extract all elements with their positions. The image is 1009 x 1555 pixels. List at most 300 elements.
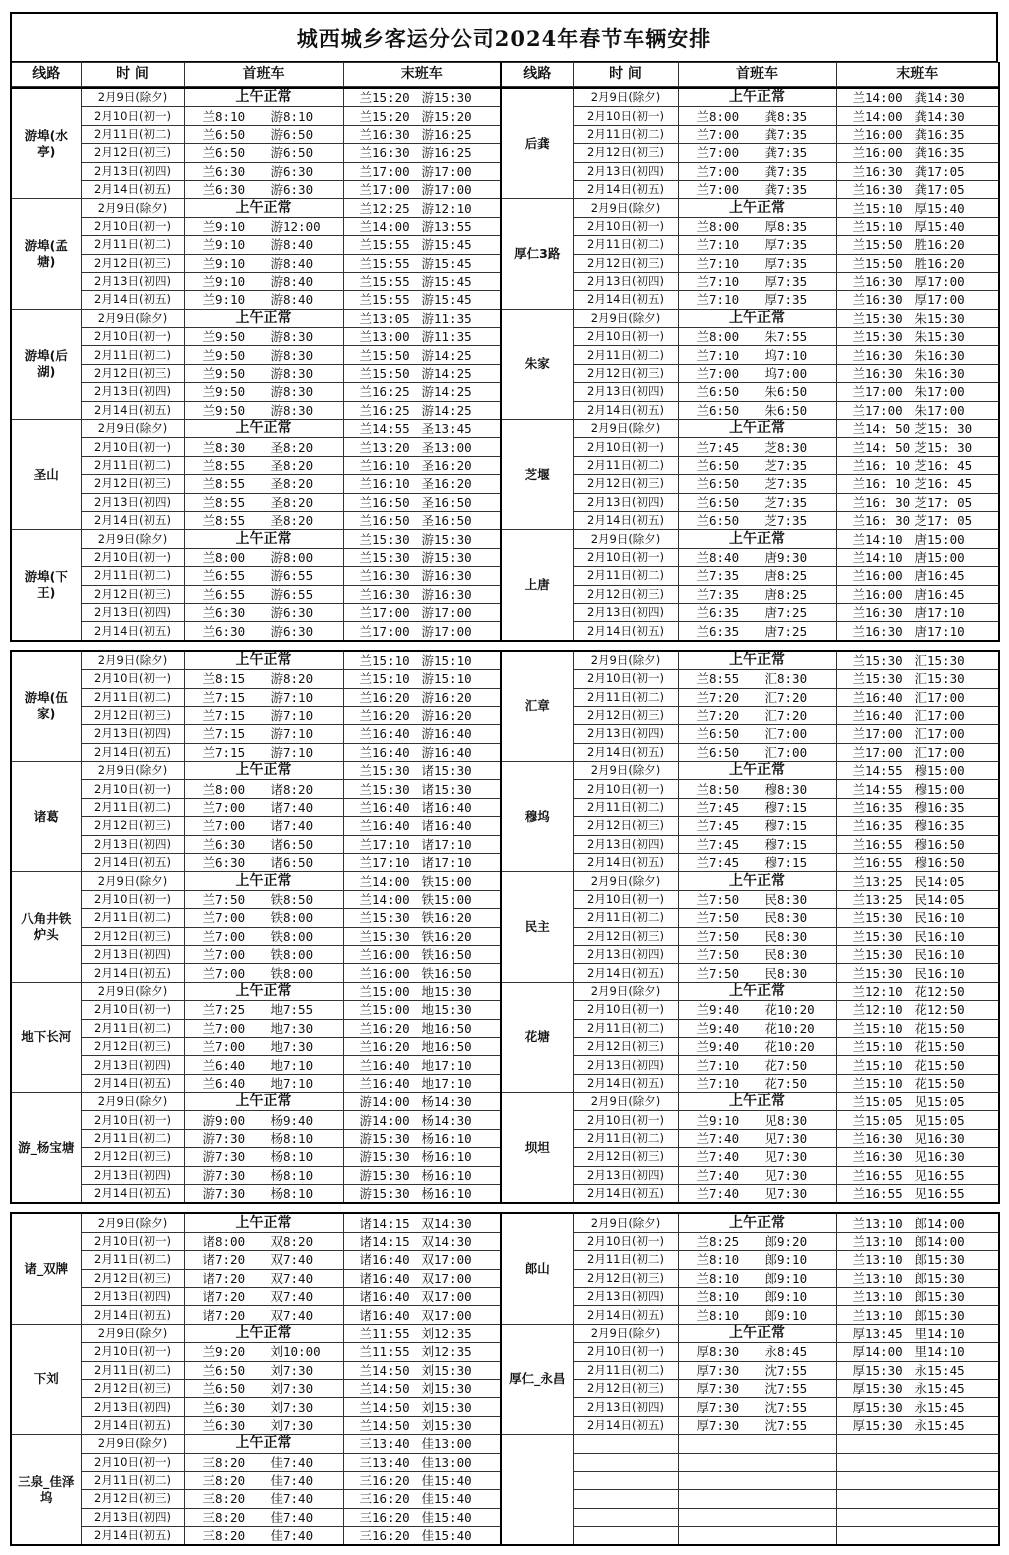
empty-cell: [836, 1490, 999, 1508]
last-bus-times: [836, 964, 999, 982]
first-bus-times: [678, 1185, 836, 1204]
date-cell: 2月9日(除夕): [573, 199, 678, 217]
empty-cell: [836, 1471, 999, 1489]
time-origin: 兰15:30: [852, 329, 903, 345]
date-cell: 2月14日(初五): [573, 743, 678, 761]
first-bus-times: [184, 670, 343, 688]
time-dest: 游17:00: [421, 182, 472, 198]
date-cell: 2月10日(初一): [81, 1232, 184, 1250]
last-bus-times: [343, 1453, 501, 1471]
time-dest: 厚7:35: [764, 292, 808, 308]
date-cell: 2月13日(初四): [81, 162, 184, 180]
date-cell: 2月13日(初四): [573, 1398, 678, 1416]
last-bus-times: [343, 567, 501, 585]
date-cell: 2月10日(初一): [573, 438, 678, 456]
date-cell: 2月13日(初四): [81, 493, 184, 511]
empty-cell: [573, 1453, 678, 1471]
first-bus-times: [678, 1306, 836, 1324]
time-origin: 兰15:50: [852, 255, 903, 271]
header-last-left: 末班车: [343, 63, 501, 87]
first-bus-normal: 上午正常: [678, 88, 836, 107]
date-cell: 2月12日(初三): [573, 927, 678, 945]
route-name: 民主: [501, 872, 573, 982]
time-dest: 游16:25: [421, 145, 472, 161]
last-bus-times: [836, 1269, 999, 1287]
date-cell: 2月9日(除夕): [81, 651, 184, 670]
date-cell: 2月10日(初一): [573, 107, 678, 125]
first-bus-normal: 上午正常: [184, 1093, 343, 1111]
first-bus-times: [184, 162, 343, 180]
empty-cell: [573, 1471, 678, 1489]
first-bus-times: [184, 706, 343, 724]
last-bus-times: [836, 1324, 999, 1342]
first-bus-times: [184, 1508, 343, 1526]
date-cell: 2月13日(初四): [573, 272, 678, 290]
last-bus-times: [343, 1379, 501, 1397]
time-dest: 朱17:00: [914, 402, 965, 418]
date-cell: 2月9日(除夕): [573, 1093, 678, 1111]
time-dest: 汇7:00: [764, 726, 808, 742]
last-bus-times: [343, 548, 501, 566]
first-bus-times: [184, 603, 343, 621]
time-origin: 兰7:00: [202, 1020, 246, 1036]
date-cell: 2月11日(初二): [81, 1471, 184, 1489]
first-bus-times: [184, 1185, 343, 1204]
time-origin: 兰9:10: [202, 255, 246, 271]
time-origin: 兰7:10: [696, 255, 740, 271]
time-dest: 游6:50: [270, 145, 314, 161]
date-cell: 2月13日(初四): [81, 835, 184, 853]
date-cell: 2月10日(初一): [573, 1232, 678, 1250]
last-bus-times: [836, 927, 999, 945]
time-dest: 厚7:35: [764, 274, 808, 290]
date-cell: 2月9日(除夕): [81, 1213, 184, 1232]
date-cell: 2月10日(初一): [81, 438, 184, 456]
time-origin: 厚15:30: [852, 1399, 903, 1415]
time-origin: 兰15:05: [852, 1094, 903, 1110]
last-bus-times: [343, 1527, 501, 1546]
time-dest: 朱15:30: [914, 329, 965, 345]
last-bus-times: [836, 236, 999, 254]
date-cell: 2月14日(初五): [573, 511, 678, 529]
last-bus-times: [343, 236, 501, 254]
route-name: 游埠(伍家): [11, 651, 81, 762]
time-origin: 兰7:00: [696, 366, 740, 382]
time-origin: 兰16:10: [359, 476, 410, 492]
date-cell: 2月11日(初二): [81, 688, 184, 706]
first-bus-times: [678, 585, 836, 603]
date-cell: 2月14日(初五): [573, 401, 678, 419]
time-origin: 三16:20: [359, 1473, 410, 1489]
time-dest: 芝7:35: [764, 458, 808, 473]
time-origin: 兰15:55: [359, 237, 410, 253]
time-origin: 兰6:40: [202, 1057, 246, 1073]
date-cell: 2月13日(初四): [81, 383, 184, 401]
time-origin: 兰15:10: [359, 652, 410, 668]
time-origin: 兰14:55: [359, 421, 410, 437]
date-cell: 2月9日(除夕): [81, 1435, 184, 1453]
time-origin: 兰7:15: [202, 726, 246, 742]
time-origin: 游15:30: [359, 1167, 410, 1183]
time-origin: 兰16:55: [852, 855, 903, 871]
first-bus-normal: 上午正常: [184, 88, 343, 107]
time-dest: 唐17:10: [914, 605, 965, 621]
time-dest: 刘15:30: [421, 1399, 472, 1415]
table-row: [11, 199, 999, 217]
time-dest: 刘7:30: [270, 1417, 314, 1433]
time-dest: 地16:50: [421, 1039, 472, 1055]
last-bus-times: [343, 1306, 501, 1324]
table-row: [11, 88, 999, 107]
first-bus-times: [678, 493, 836, 511]
last-bus-times: [343, 1111, 501, 1129]
time-dest: 永15:45: [914, 1381, 965, 1397]
time-dest: 芝7:35: [764, 476, 808, 492]
time-dest: 地7:10: [270, 1057, 314, 1073]
schedule-block-1: [10, 87, 1000, 642]
time-origin: 兰9:10: [202, 292, 246, 308]
time-dest: 见7:30: [764, 1186, 808, 1202]
time-dest: 刘15:30: [421, 1417, 472, 1433]
first-bus-times: [184, 291, 343, 309]
time-origin: 兰16: 30: [852, 513, 911, 529]
date-cell: 2月13日(初四): [81, 1288, 184, 1306]
time-origin: 兰6:30: [202, 605, 246, 621]
time-origin: 厚15:30: [852, 1417, 903, 1433]
time-origin: 兰7:00: [202, 910, 246, 926]
first-bus-times: [678, 945, 836, 963]
last-bus-times: [836, 890, 999, 908]
first-bus-times: [678, 1269, 836, 1287]
time-origin: 三16:20: [359, 1491, 410, 1507]
last-bus-times: [343, 964, 501, 982]
time-origin: 兰17:00: [359, 605, 410, 621]
time-origin: 兰7:15: [202, 689, 246, 705]
date-cell: 2月11日(初二): [573, 1251, 678, 1269]
time-dest: 游14:25: [421, 402, 472, 418]
first-bus-times: [184, 1056, 343, 1074]
empty-cell: [836, 1435, 999, 1453]
time-origin: 兰16:30: [359, 586, 410, 602]
first-bus-times: [678, 1129, 836, 1147]
date-cell: 2月11日(初二): [81, 456, 184, 474]
time-dest: 芝17: 05: [914, 494, 973, 510]
first-bus-times: [184, 1111, 343, 1129]
first-bus-times: [184, 964, 343, 982]
last-bus-times: [836, 1019, 999, 1037]
first-bus-times: [678, 438, 836, 456]
time-dest: 花7:50: [764, 1057, 808, 1073]
time-dest: 圣8:20: [270, 513, 314, 529]
first-bus-times: [678, 328, 836, 346]
time-dest: 双14:30: [421, 1215, 472, 1231]
time-dest: 铁16:20: [421, 910, 472, 926]
first-bus-times: [184, 1074, 343, 1092]
first-bus-times: [678, 780, 836, 798]
last-bus-times: [343, 743, 501, 761]
time-dest: 龚7:35: [764, 145, 808, 161]
time-dest: 民8:30: [764, 965, 808, 981]
first-bus-times: [678, 180, 836, 198]
route-name: 下刘: [11, 1324, 81, 1434]
date-cell: 2月13日(初四): [81, 1508, 184, 1526]
time-origin: 兰7:40: [696, 1186, 740, 1202]
first-bus-times: [184, 725, 343, 743]
date-cell: 2月13日(初四): [573, 1056, 678, 1074]
last-bus-times: [836, 511, 999, 529]
first-bus-times: [184, 890, 343, 908]
empty-cell: [836, 1508, 999, 1526]
time-origin: 兰16:20: [359, 689, 410, 705]
time-origin: 诸16:40: [359, 1307, 410, 1323]
time-dest: 佳7:40: [270, 1473, 314, 1489]
date-cell: 2月11日(初二): [573, 1129, 678, 1147]
first-bus-times: [678, 217, 836, 235]
time-dest: 郎14:00: [914, 1215, 965, 1231]
first-bus-normal: 上午正常: [184, 1324, 343, 1342]
last-bus-times: [343, 383, 501, 401]
time-origin: 兰16:20: [359, 1039, 410, 1055]
block-gap: [10, 1204, 998, 1212]
time-origin: 兰15:10: [852, 1075, 903, 1091]
time-dest: 游16:20: [421, 708, 472, 724]
time-origin: 兰8:10: [696, 1252, 740, 1268]
last-bus-times: [343, 125, 501, 143]
last-bus-times: [836, 1129, 999, 1147]
header-route-left: 线路: [11, 63, 81, 87]
time-origin: 兰14:55: [852, 763, 903, 779]
table-row: [11, 420, 999, 438]
time-origin: 兰6:50: [202, 145, 246, 161]
time-dest: 双7:40: [270, 1307, 314, 1323]
first-bus-times: [184, 1251, 343, 1269]
time-dest: 诸17:10: [421, 855, 472, 871]
time-dest: 游15:10: [421, 671, 472, 687]
first-bus-times: [678, 1111, 836, 1129]
time-origin: 兰6:50: [696, 384, 740, 400]
time-origin: 兰15:30: [852, 671, 903, 687]
time-origin: 兰6:50: [202, 1381, 246, 1397]
time-origin: 兰14:50: [359, 1417, 410, 1433]
time-origin: 兰15:30: [852, 965, 903, 981]
date-cell: 2月13日(初四): [81, 945, 184, 963]
date-cell: 2月12日(初三): [81, 475, 184, 493]
first-bus-times: [184, 254, 343, 272]
last-bus-times: [343, 1001, 501, 1019]
time-dest: 芝8:30: [764, 439, 808, 455]
first-bus-normal: 上午正常: [678, 1213, 836, 1232]
date-cell: 2月10日(初一): [573, 890, 678, 908]
empty-cell: [573, 1490, 678, 1508]
first-bus-times: [184, 1129, 343, 1147]
time-origin: 兰7:20: [696, 708, 740, 724]
time-dest: 汇17:00: [914, 726, 965, 742]
date-cell: 2月14日(初五): [81, 1185, 184, 1204]
time-dest: 龚7:35: [764, 163, 808, 179]
time-origin: 兰8:55: [696, 671, 740, 687]
date-cell: 2月11日(初二): [573, 798, 678, 816]
first-bus-normal: 上午正常: [678, 762, 836, 780]
header-first-right: 首班车: [678, 63, 836, 87]
last-bus-times: [343, 762, 501, 780]
last-bus-times: [836, 1361, 999, 1379]
time-dest: 杨16:10: [421, 1167, 472, 1183]
time-dest: 游11:35: [421, 310, 472, 326]
time-dest: 双17:00: [421, 1289, 472, 1305]
date-cell: 2月11日(初二): [81, 1019, 184, 1037]
last-bus-times: [836, 1343, 999, 1361]
last-bus-times: [836, 1379, 999, 1397]
time-dest: 穆15:00: [914, 763, 965, 779]
time-origin: 兰17:00: [852, 744, 903, 760]
time-dest: 穆16:35: [914, 800, 965, 816]
time-origin: 游15:30: [359, 1149, 410, 1165]
time-origin: 兰7:50: [696, 910, 740, 926]
time-origin: 兰7:40: [696, 1131, 740, 1147]
time-origin: 兰14:50: [359, 1399, 410, 1415]
last-bus-times: [836, 743, 999, 761]
last-bus-times: [343, 1288, 501, 1306]
time-origin: 兰8:10: [696, 1270, 740, 1286]
first-bus-times: [678, 1379, 836, 1397]
date-cell: 2月12日(初三): [81, 706, 184, 724]
time-origin: 三13:40: [359, 1454, 410, 1470]
first-bus-times: [678, 1037, 836, 1055]
last-bus-times: [836, 567, 999, 585]
time-origin: 兰7:15: [202, 744, 246, 760]
time-dest: 诸8:20: [270, 781, 314, 797]
first-bus-times: [678, 1166, 836, 1184]
time-origin: 兰16:40: [359, 726, 410, 742]
time-dest: 双7:40: [270, 1252, 314, 1268]
time-origin: 兰15:50: [359, 347, 410, 363]
last-bus-times: [343, 780, 501, 798]
last-bus-times: [836, 162, 999, 180]
time-origin: 兰16: 10: [852, 476, 911, 492]
first-bus-times: [678, 364, 836, 382]
date-cell: 2月9日(除夕): [573, 762, 678, 780]
date-cell: 2月12日(初三): [573, 817, 678, 835]
date-cell: 2月12日(初三): [573, 364, 678, 382]
date-cell: 2月13日(初四): [81, 272, 184, 290]
time-origin: 兰8:00: [696, 108, 740, 124]
time-dest: 佳7:40: [270, 1491, 314, 1507]
last-bus-times: [836, 438, 999, 456]
time-dest: 诸15:30: [421, 781, 472, 797]
date-cell: 2月9日(除夕): [81, 199, 184, 217]
time-dest: 芝15: 30: [914, 439, 973, 455]
date-cell: 2月10日(初一): [81, 1001, 184, 1019]
time-origin: 兰6:35: [696, 623, 740, 639]
last-bus-times: [836, 1288, 999, 1306]
last-bus-times: [343, 346, 501, 364]
date-cell: 2月14日(初五): [573, 964, 678, 982]
time-origin: 厚15:30: [852, 1381, 903, 1397]
time-dest: 唐9:30: [764, 549, 808, 565]
date-cell: 2月14日(初五): [81, 1416, 184, 1434]
time-dest: 游8:40: [270, 237, 314, 253]
time-origin: 兰16:30: [359, 568, 410, 584]
last-bus-times: [343, 180, 501, 198]
time-origin: 兰9:50: [202, 347, 246, 363]
time-dest: 永15:45: [914, 1399, 965, 1415]
last-bus-times: [343, 982, 501, 1000]
time-dest: 穆15:00: [914, 781, 965, 797]
time-dest: 见7:30: [764, 1167, 808, 1183]
time-dest: 汇7:00: [764, 744, 808, 760]
last-bus-times: [343, 670, 501, 688]
time-origin: 兰16:40: [852, 689, 903, 705]
time-dest: 杨8:10: [270, 1149, 314, 1165]
first-bus-normal: 上午正常: [678, 199, 836, 217]
header-last-right: 末班车: [836, 63, 999, 87]
time-dest: 唐7:25: [764, 623, 808, 639]
time-dest: 见7:30: [764, 1149, 808, 1165]
first-bus-times: [678, 964, 836, 982]
date-cell: 2月14日(初五): [81, 622, 184, 641]
time-origin: 兰7:35: [696, 586, 740, 602]
first-bus-times: [184, 780, 343, 798]
empty-cell: [573, 1435, 678, 1453]
time-origin: 兰15:55: [359, 274, 410, 290]
last-bus-times: [343, 530, 501, 548]
time-dest: 游15:45: [421, 255, 472, 271]
time-dest: 游6:30: [270, 163, 314, 179]
date-cell: 2月14日(初五): [81, 964, 184, 982]
time-origin: 兰7:10: [696, 1075, 740, 1091]
time-origin: 兰16:40: [359, 1057, 410, 1073]
time-dest: 永15:45: [914, 1417, 965, 1433]
time-origin: 兰6:50: [696, 726, 740, 742]
time-dest: 厚15:40: [914, 200, 965, 216]
route-name: 朱家: [501, 309, 573, 419]
time-dest: 朱6:50: [764, 384, 808, 400]
time-dest: 厚15:40: [914, 218, 965, 234]
time-dest: 游13:55: [421, 218, 472, 234]
time-dest: 游7:10: [270, 689, 314, 705]
date-cell: 2月14日(初五): [81, 1527, 184, 1546]
time-origin: 兰17:00: [852, 726, 903, 742]
time-dest: 游15:30: [421, 549, 472, 565]
first-bus-times: [184, 1471, 343, 1489]
time-origin: 三13:40: [359, 1436, 410, 1452]
first-bus-normal: 上午正常: [184, 651, 343, 670]
time-dest: 诸16:40: [421, 800, 472, 816]
time-origin: 兰8:30: [202, 439, 246, 455]
empty-cell: [678, 1508, 836, 1526]
first-bus-times: [678, 1074, 836, 1092]
time-origin: 兰6:40: [202, 1075, 246, 1091]
time-dest: 胜16:20: [914, 255, 965, 271]
last-bus-times: [343, 1398, 501, 1416]
time-origin: 兰7:10: [696, 292, 740, 308]
time-dest: 游17:00: [421, 605, 472, 621]
time-dest: 里14:10: [914, 1325, 965, 1341]
time-dest: 民14:05: [914, 891, 965, 907]
time-dest: 游7:10: [270, 726, 314, 742]
time-origin: 兰16:30: [852, 163, 903, 179]
date-cell: 2月11日(初二): [81, 798, 184, 816]
time-origin: 兰6:50: [696, 513, 740, 529]
time-dest: 游6:30: [270, 623, 314, 639]
last-bus-times: [343, 1435, 501, 1453]
last-bus-times: [836, 1251, 999, 1269]
date-cell: 2月14日(初五): [81, 854, 184, 872]
time-dest: 朱16:30: [914, 347, 965, 363]
first-bus-normal: 上午正常: [184, 872, 343, 890]
time-origin: 兰13:00: [359, 329, 410, 345]
time-dest: 见16:30: [914, 1149, 965, 1165]
